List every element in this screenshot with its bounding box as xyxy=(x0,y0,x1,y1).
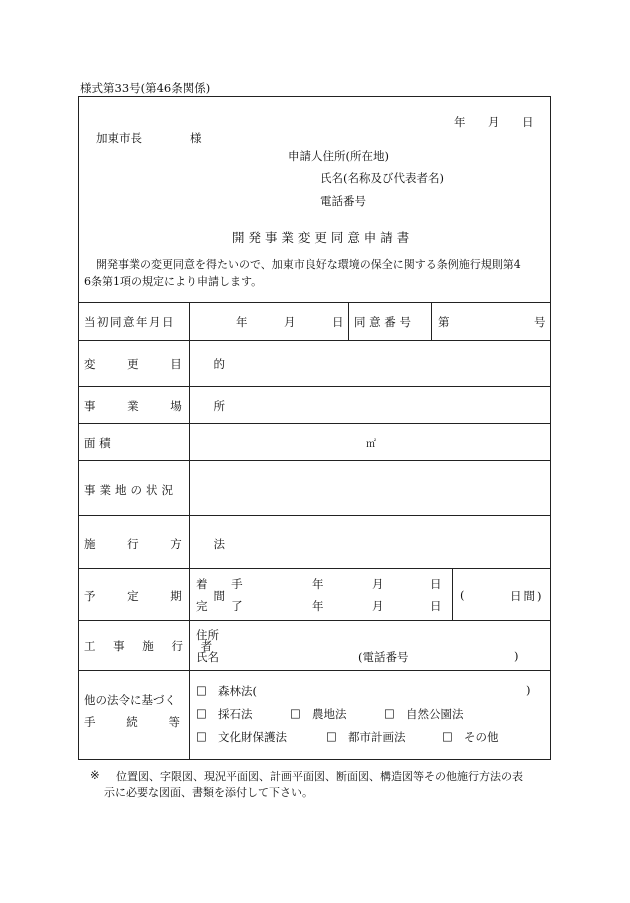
note-line-1: 位置図、字限図、現況平面図、計画平面図、断面図、構造図等その他施行方法の表 xyxy=(116,770,523,783)
site-condition-field[interactable] xyxy=(190,461,550,515)
checkbox-forest-law[interactable]: □ xyxy=(196,683,207,697)
quarrying-law-label: 採石法 xyxy=(218,707,253,721)
other-laws-label-1: 他の法令に基づく xyxy=(84,693,176,707)
consent-number-label: 同 意 番 号 xyxy=(354,315,411,329)
checkbox-quarrying-law[interactable]: □ xyxy=(196,706,207,720)
initial-day-label[interactable]: 日 xyxy=(332,315,344,329)
checkbox-agricultural-law[interactable]: □ xyxy=(290,706,301,720)
project-location-field[interactable] xyxy=(190,387,550,423)
change-purpose-field[interactable] xyxy=(190,341,550,386)
construction-method-field[interactable] xyxy=(190,516,550,568)
project-location-label: 事 業 場 所 xyxy=(84,399,239,413)
duration-open-paren: ( xyxy=(460,588,465,602)
applicant-address-label: 申請人住所(所在地) xyxy=(288,149,389,163)
consent-number-prefix[interactable]: 第 xyxy=(438,315,450,329)
intro-line-1: 開発事業の変更同意を得たいので、加東市良好な環境の保全に関する条例施行規則第4 xyxy=(96,258,521,271)
date-year-label: 年 xyxy=(454,115,466,129)
contractor-label: 工 事 施 行 者 xyxy=(84,639,220,653)
natural-park-law-label: 自然公園法 xyxy=(406,707,464,721)
applicant-name-label: 氏名(名称及び代表者名) xyxy=(320,171,444,185)
end-label: 完 了 xyxy=(196,599,253,613)
end-day-label[interactable]: 日 xyxy=(430,599,442,613)
initial-consent-date-label: 当初同意年月日 xyxy=(84,315,175,329)
contractor-name-label[interactable]: 氏名 xyxy=(196,650,219,664)
area-label: 面 積 xyxy=(84,436,111,450)
forest-law-label: 森林法( xyxy=(218,684,257,698)
start-month-label[interactable]: 月 xyxy=(372,577,384,591)
initial-year-label[interactable]: 年 xyxy=(236,315,248,329)
contractor-address-label[interactable]: 住所 xyxy=(196,628,219,642)
forest-law-close: ) xyxy=(526,683,531,697)
phone-label: 電話番号 xyxy=(320,194,366,208)
change-purpose-label: 変 更 目 的 xyxy=(84,357,239,371)
others-label: その他 xyxy=(464,730,499,744)
contractor-phone-close: ) xyxy=(514,649,519,663)
start-label: 着 手 xyxy=(196,577,253,591)
checkbox-natural-park-law[interactable]: □ xyxy=(384,706,395,720)
honorific: 様 xyxy=(190,131,202,145)
site-condition-label: 事業地の状況 xyxy=(84,483,177,497)
city-planning-law-label: 都市計画法 xyxy=(348,730,406,744)
checkbox-others[interactable]: □ xyxy=(442,729,453,743)
other-laws-label-2: 手 続 等 xyxy=(84,715,180,729)
area-unit: ㎡ xyxy=(366,439,376,450)
addressee: 加東市長 xyxy=(96,131,142,145)
contractor-phone-label[interactable]: (電話番号 xyxy=(358,650,409,664)
note-line-2: 示に必要な図面、書類を添付して下さい。 xyxy=(104,786,313,799)
checkbox-cultural-property-law[interactable]: □ xyxy=(196,729,207,743)
checkbox-city-planning-law[interactable]: □ xyxy=(326,729,337,743)
duration-days-label[interactable]: 日間) xyxy=(510,589,544,603)
agricultural-law-label: 農地法 xyxy=(312,707,347,721)
end-month-label[interactable]: 月 xyxy=(372,599,384,613)
document-title: 開 発 事 業 変 更 同 意 申 請 書 xyxy=(232,230,410,245)
intro-line-2: 6条第1項の規定により申請します。 xyxy=(84,275,263,288)
date-day-label: 日 xyxy=(522,115,534,129)
construction-method-label: 施 行 方 法 xyxy=(84,537,239,551)
date-month-label: 月 xyxy=(488,115,500,129)
cultural-property-law-label: 文化財保護法 xyxy=(218,730,287,744)
schedule-label: 予 定 期 間 xyxy=(84,589,239,603)
consent-number-suffix: 号 xyxy=(534,315,546,329)
start-year-label[interactable]: 年 xyxy=(312,577,324,591)
note-mark: ※ xyxy=(90,768,100,782)
form-number: 様式第33号(第46条関係) xyxy=(80,81,211,95)
end-year-label[interactable]: 年 xyxy=(312,599,324,613)
start-day-label[interactable]: 日 xyxy=(430,577,442,591)
initial-month-label[interactable]: 月 xyxy=(284,315,296,329)
